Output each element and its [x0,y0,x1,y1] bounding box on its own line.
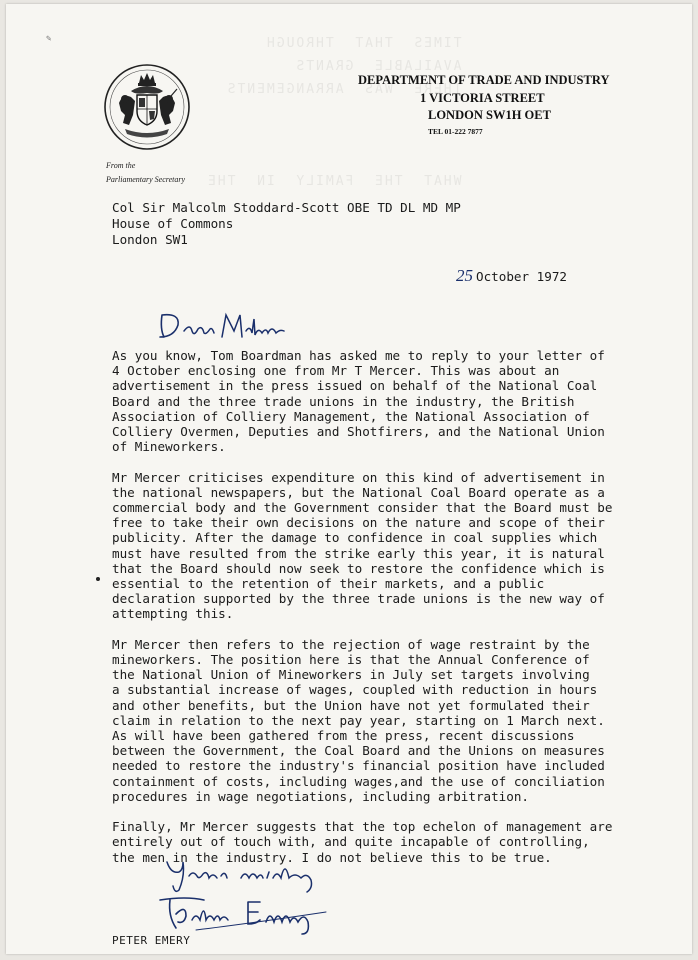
signature-image [156,894,336,936]
body-line: between the Government, the Coal Board and the Unions on measures [112,743,605,759]
bleed-line: AVAILABLE GRANTS [294,59,462,74]
body-line: advertisement in the press issued on behalf of the National Coal [112,378,598,394]
body-line: attempting this. [112,606,234,622]
telephone-number: TEL 01-222 7877 [428,126,483,136]
corner-mark: ✎ [46,34,52,44]
signatory-name: PETER EMERY [112,934,191,947]
paragraph [112,470,692,622]
royal-coat-of-arms-icon [103,63,191,151]
body-line: Mr Mercer then refers to the rejection of wage restraint by the [112,636,590,652]
body-line: the men in the industry. I do not believe this to be true. [112,849,552,865]
body-line: must have resulted from the strike early this year, it is natural [112,545,605,561]
recipient-line-2: House of Commons [112,215,234,231]
body-line: a substantial increase of wages, coupled with reduction in hours [112,682,598,698]
body-line: of Mineworkers. [112,439,226,455]
paragraph [112,348,692,454]
handwritten-closing [161,856,331,896]
body-line: mineworkers. The position here is that the Annual Conference of [112,652,590,668]
from-label: From the [106,161,136,170]
bleed-line: TIMES THAT THROUGH [264,36,462,51]
margin-dot [96,577,100,581]
recipient-address [112,200,461,247]
letter-date [456,266,567,286]
body-line: publicity. After the damage to confidence in coal supplies which [112,530,598,546]
body-line: and other benefits, but the Union have not yet formulated their [112,697,590,713]
body-line: free to take their own decisions on the nature and scope of their [112,515,605,531]
body-line: commercial body and the Government consider that the Board must be [112,500,613,516]
date-day-handwritten: 25 [456,266,473,285]
body-line: 4 October enclosing one from Mr T Mercer. This was about an [112,363,560,379]
body-line: declaration supported by the three trade unions is the new way of [112,591,605,607]
body-line: Mr Mercer criticises expenditure on this kind of advertisement in [112,469,605,485]
body-line: claim in relation to the next pay year, starting on 1 March next. [112,712,605,728]
body-line: Board and the three trade unions in the industry, the British [112,393,575,409]
recipient-name: Col Sir Malcolm Stoddard-Scott OBE TD DL MD MP [112,200,461,215]
body-line: As you know, Tom Boardman has asked me to reply to your letter of [112,348,605,363]
body-line: As will have been gathered from the press, recent discussions [112,728,575,744]
street-address: 1 VICTORIA STREET [420,90,545,105]
body-line: procedures in wage negotiations, including arbitration. [112,788,530,804]
sender-office: Parliamentary Secretary [106,175,186,184]
letter-body [112,348,692,880]
bleed-line: THERE WAS ARRANGEMENTS [225,82,462,97]
body-line: essential to the retention of their markets, and a public [112,576,545,592]
paragraph [112,637,692,804]
recipient-line-3: London SW1 [112,231,188,247]
body-line: entirely out of touch with, and quite incapable of controlling, [112,834,590,850]
body-line: that the Board should now seek to restore the confidence which is [112,560,605,576]
letterhead-address [358,72,609,139]
body-line: Colliery Overmen, Deputies and Shotfirers, and the National Union [112,424,605,440]
body-line: the national newspapers, but the National Coal Board operate as a [112,484,605,500]
date-month-year: October 1972 [476,269,567,284]
department-name: DEPARTMENT OF TRADE AND INDUSTRY [358,73,610,87]
city-address: LONDON SW1H OET [428,108,551,122]
body-line: containment of costs, including wages,and the use of conciliation [112,773,605,789]
handwritten-salutation [154,307,294,345]
letter-page [6,4,692,954]
body-line: the National Union of Mineworkers in July set targets involving [112,667,590,683]
body-line: needed to restore the industry's financial position have included [112,758,605,774]
body-line: Finally, Mr Mercer suggests that the top echelon of management are [112,819,613,835]
bleed-line: WHAT THE FAMILY IN THE [206,174,462,189]
body-line: Association of Colliery Management, the National Association of [112,408,590,424]
sender-title [106,159,185,187]
